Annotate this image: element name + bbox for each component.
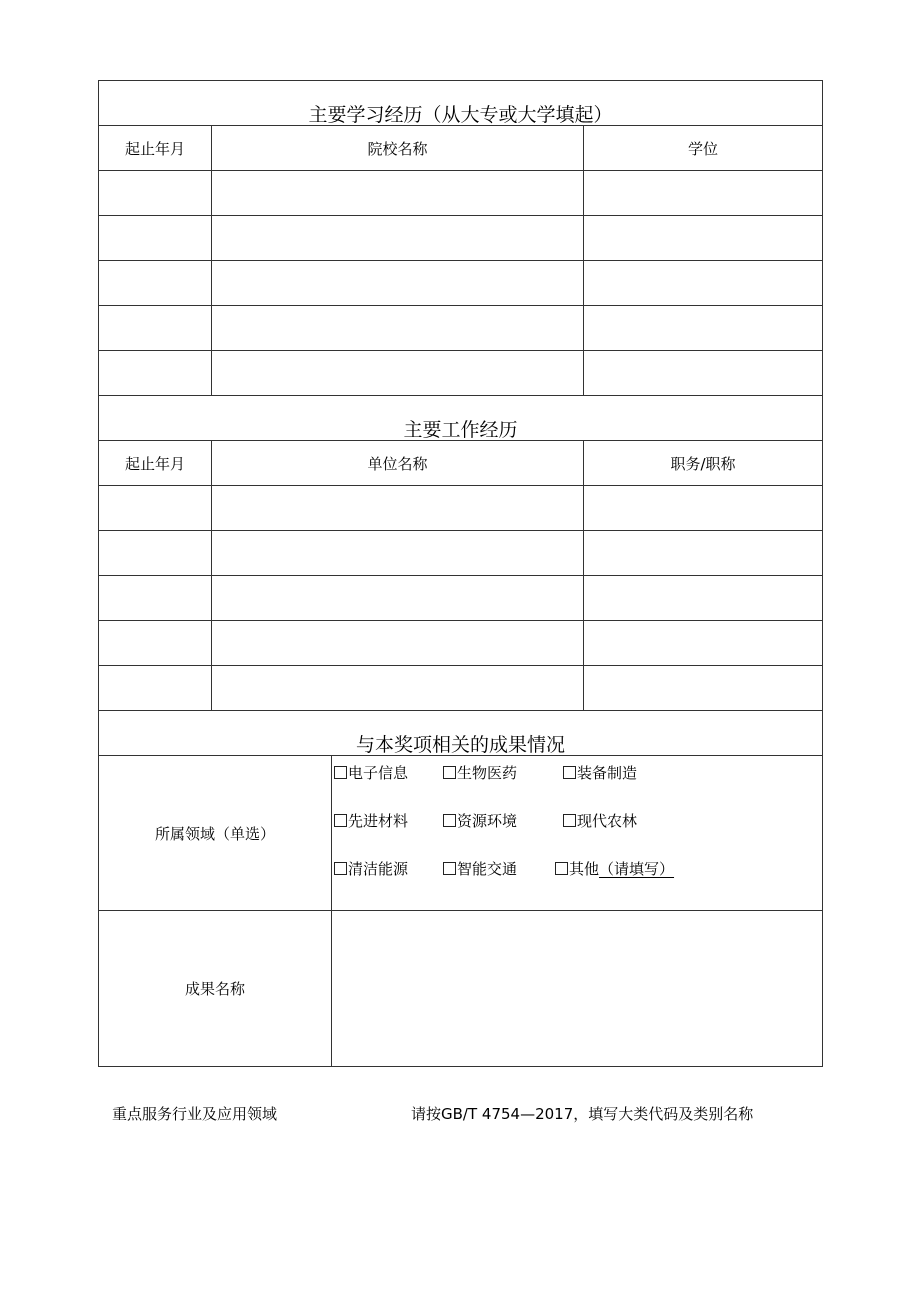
school-name-field[interactable] xyxy=(212,216,584,261)
period-field[interactable] xyxy=(99,621,212,666)
position-title-field[interactable] xyxy=(584,576,823,621)
study-entry-row xyxy=(99,306,823,351)
domain-option-row xyxy=(334,858,814,878)
work-section-title: 主要工作经历 xyxy=(99,396,823,441)
footer-industry-instruction[interactable]: 请按GB/T 4754—2017，填写大类代码及类别名称 xyxy=(411,1105,754,1123)
option-clean-energy[interactable]: 清洁能源 xyxy=(334,858,408,879)
period-field[interactable] xyxy=(99,306,212,351)
domain-options xyxy=(332,756,823,911)
degree-field[interactable] xyxy=(584,261,823,306)
school-name-field[interactable] xyxy=(212,171,584,216)
period-field[interactable] xyxy=(99,531,212,576)
option-equipment-manufacturing[interactable]: 装备制造 xyxy=(563,762,637,783)
option-advanced-materials[interactable]: 先进材料 xyxy=(334,810,408,831)
checkbox-icon[interactable] xyxy=(563,766,576,779)
result-name-field[interactable] xyxy=(332,911,823,1067)
school-name-field[interactable] xyxy=(212,306,584,351)
domain-label: 所属领域（单选） xyxy=(99,756,332,911)
achievement-section xyxy=(99,711,823,1067)
option-biomedicine[interactable]: 生物医药 xyxy=(443,762,517,783)
domain-option-row xyxy=(334,810,814,830)
study-header-row xyxy=(99,126,823,171)
study-entry-row xyxy=(99,261,823,306)
period-field[interactable] xyxy=(99,216,212,261)
result-row xyxy=(99,911,823,1067)
application-form-table xyxy=(98,80,823,1067)
degree-field[interactable] xyxy=(584,306,823,351)
study-section-title: 主要学习经历（从大专或大学填起） xyxy=(99,81,823,126)
checkbox-icon[interactable] xyxy=(334,862,347,875)
period-field[interactable] xyxy=(99,351,212,396)
position-title-field[interactable] xyxy=(584,486,823,531)
work-entry-row xyxy=(99,576,823,621)
period-field[interactable] xyxy=(99,486,212,531)
checkbox-icon[interactable] xyxy=(563,814,576,827)
study-entry-row xyxy=(99,216,823,261)
period-field[interactable] xyxy=(99,666,212,711)
work-entry-row xyxy=(99,531,823,576)
degree-field[interactable] xyxy=(584,216,823,261)
checkbox-icon[interactable] xyxy=(334,766,347,779)
study-entry-row xyxy=(99,171,823,216)
domain-row xyxy=(99,756,823,911)
checkbox-icon[interactable] xyxy=(555,862,568,875)
checkbox-icon[interactable] xyxy=(443,814,456,827)
school-name-field[interactable] xyxy=(212,261,584,306)
position-title-field[interactable] xyxy=(584,666,823,711)
degree-field[interactable] xyxy=(584,351,823,396)
period-field[interactable] xyxy=(99,171,212,216)
header-school-name: 院校名称 xyxy=(212,126,584,171)
study-entry-row xyxy=(99,351,823,396)
checkbox-icon[interactable] xyxy=(334,814,347,827)
work-entry-row xyxy=(99,666,823,711)
degree-field[interactable] xyxy=(584,171,823,216)
work-entry-row xyxy=(99,621,823,666)
header-employer-name: 单位名称 xyxy=(212,441,584,486)
position-title-field[interactable] xyxy=(584,621,823,666)
header-degree: 学位 xyxy=(584,126,823,171)
header-period: 起止年月 xyxy=(99,441,212,486)
employer-name-field[interactable] xyxy=(212,576,584,621)
checkbox-icon[interactable] xyxy=(443,862,456,875)
study-section xyxy=(99,81,823,396)
achievement-section-title: 与本奖项相关的成果情况 xyxy=(99,711,823,756)
period-field[interactable] xyxy=(99,261,212,306)
work-entry-row xyxy=(99,486,823,531)
employer-name-field[interactable] xyxy=(212,666,584,711)
period-field[interactable] xyxy=(99,576,212,621)
option-other[interactable]: 其他（请填写） xyxy=(555,858,674,879)
option-electronic-info[interactable]: 电子信息 xyxy=(334,762,408,783)
work-section xyxy=(99,396,823,711)
header-position-title: 职务/职称 xyxy=(584,441,823,486)
option-modern-agriculture-forestry[interactable]: 现代农林 xyxy=(563,810,637,831)
work-header-row xyxy=(99,441,823,486)
option-resources-environment[interactable]: 资源环境 xyxy=(443,810,517,831)
header-period: 起止年月 xyxy=(99,126,212,171)
other-fill-in[interactable]: （请填写） xyxy=(599,860,675,878)
domain-option-row xyxy=(334,762,814,782)
result-name-label: 成果名称 xyxy=(99,911,332,1067)
position-title-field[interactable] xyxy=(584,531,823,576)
employer-name-field[interactable] xyxy=(212,621,584,666)
employer-name-field[interactable] xyxy=(212,531,584,576)
option-smart-transportation[interactable]: 智能交通 xyxy=(443,858,517,879)
checkbox-icon[interactable] xyxy=(443,766,456,779)
employer-name-field[interactable] xyxy=(212,486,584,531)
footer-industry-label: 重点服务行业及应用领域 xyxy=(112,1105,278,1123)
school-name-field[interactable] xyxy=(212,351,584,396)
